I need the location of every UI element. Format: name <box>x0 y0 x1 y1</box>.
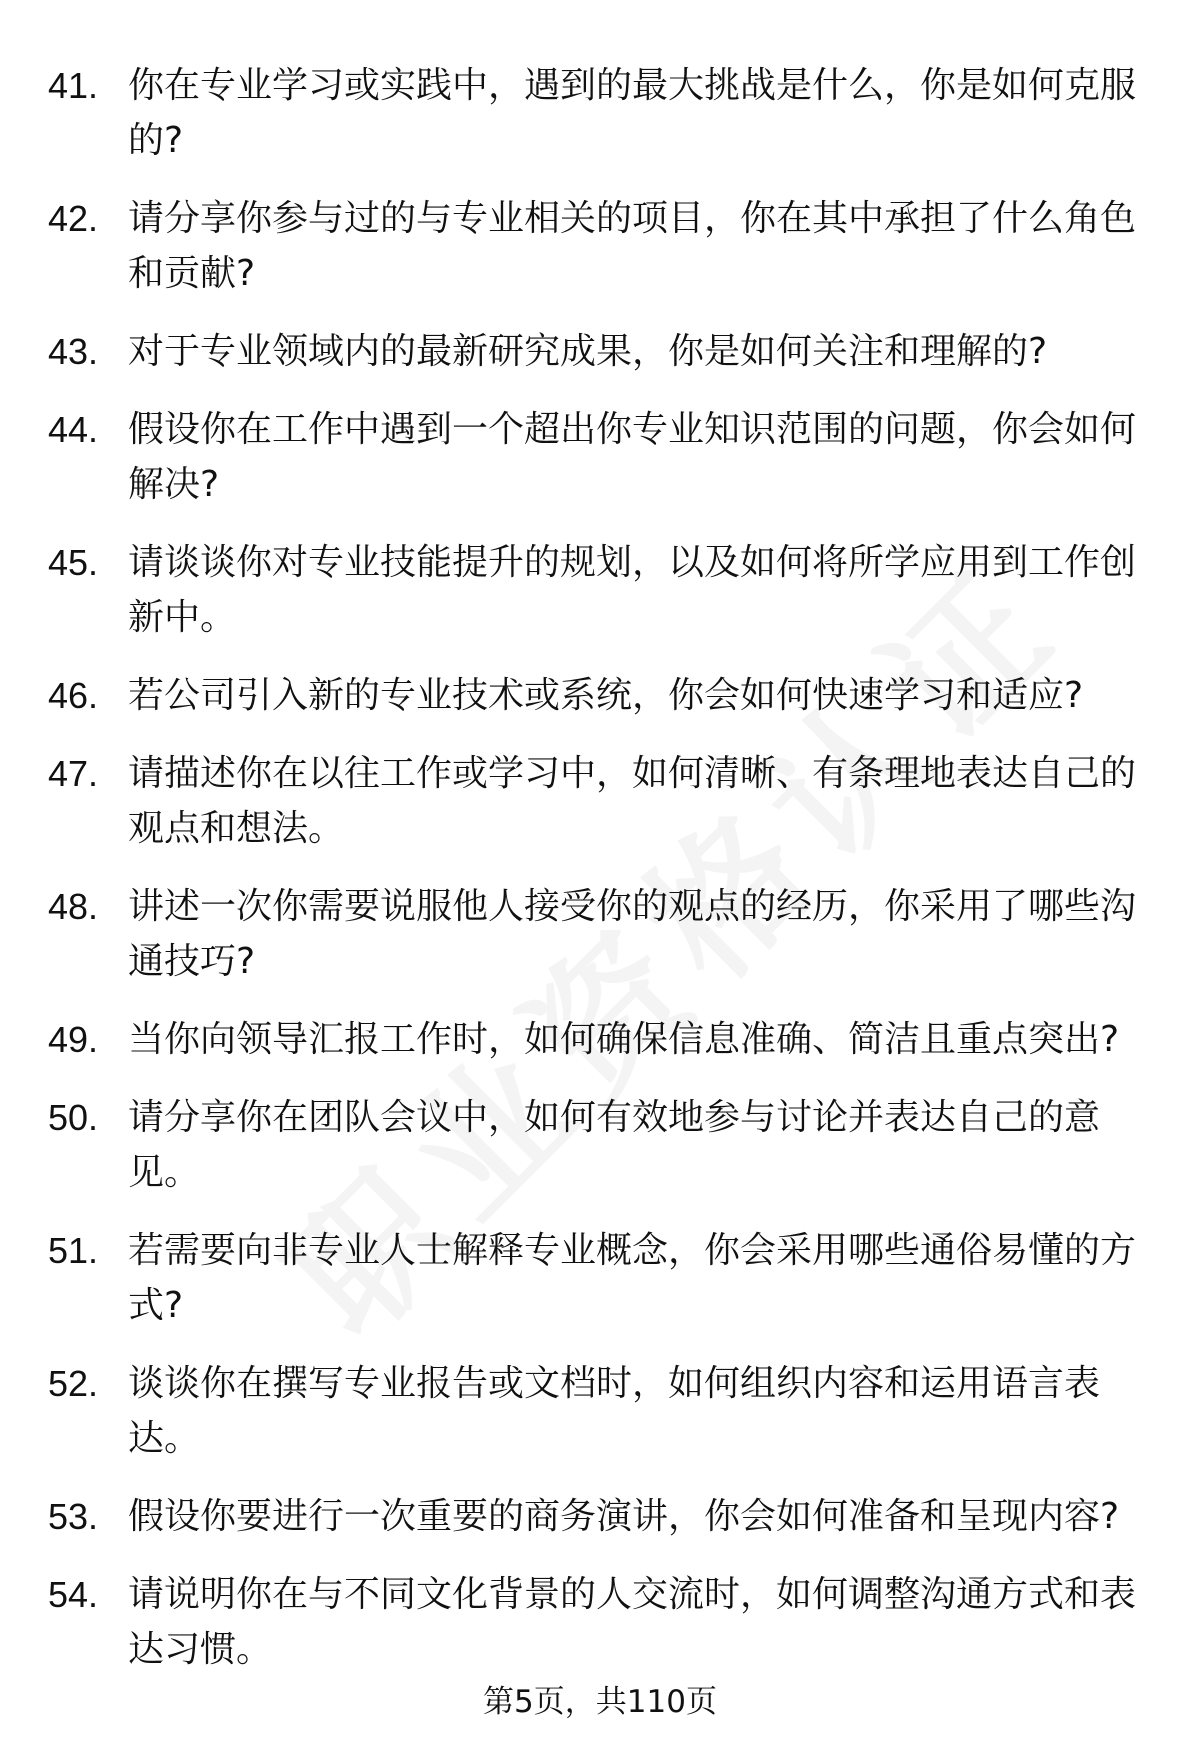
question-text: 若需要向非专业人士解释专业概念，你会采用哪些通俗易懂的方式? <box>128 1230 1137 1326</box>
question-item <box>48 535 1138 645</box>
question-number: 42. <box>48 198 99 239</box>
question-number: 46. <box>48 675 99 716</box>
question-text: 当你向领导汇报工作时，如何确保信息准确、简洁且重点突出? <box>128 1019 1120 1060</box>
question-item <box>48 1567 1138 1677</box>
question-item <box>48 324 1138 379</box>
question-item <box>48 668 1138 723</box>
question-item <box>48 1489 1138 1544</box>
question-number: 52. <box>48 1363 99 1404</box>
question-text: 请描述你在以往工作或学习中，如何清晰、有条理地表达自己的观点和想法。 <box>128 753 1137 849</box>
question-number: 43. <box>48 331 99 372</box>
question-text: 请分享你参与过的与专业相关的项目，你在其中承担了什么角色和贡献? <box>128 198 1137 294</box>
question-item <box>48 746 1138 856</box>
question-number: 41. <box>48 65 99 106</box>
question-text: 谈谈你在撰写专业报告或文档时，如何组织内容和运用语言表达。 <box>128 1363 1101 1459</box>
question-item <box>48 191 1138 301</box>
question-number: 45. <box>48 542 99 583</box>
question-text: 假设你在工作中遇到一个超出你专业知识范围的问题，你会如何解决? <box>128 409 1137 505</box>
question-text: 你在专业学习或实践中，遇到的最大挑战是什么，你是如何克服的? <box>128 65 1137 161</box>
question-item <box>48 1090 1138 1200</box>
question-text: 对于专业领域内的最新研究成果，你是如何关注和理解的? <box>128 331 1048 372</box>
question-number: 47. <box>48 753 99 794</box>
question-item <box>48 1223 1138 1333</box>
question-number: 49. <box>48 1019 99 1060</box>
question-number: 54. <box>48 1574 99 1615</box>
question-text: 请分享你在团队会议中，如何有效地参与讨论并表达自己的意见。 <box>128 1097 1101 1193</box>
question-number: 50. <box>48 1097 99 1138</box>
page-footer: 第5页，共110页 <box>483 1684 717 1720</box>
question-text: 请谈谈你对专业技能提升的规划，以及如何将所学应用到工作创新中。 <box>128 542 1137 638</box>
question-number: 44. <box>48 409 99 450</box>
question-number: 48. <box>48 886 99 927</box>
question-item <box>48 1356 1138 1466</box>
question-text: 请说明你在与不同文化背景的人交流时，如何调整沟通方式和表达习惯。 <box>128 1574 1137 1670</box>
question-item <box>48 402 1138 512</box>
question-text: 若公司引入新的专业技术或系统，你会如何快速学习和适应? <box>128 675 1084 716</box>
question-text: 假设你要进行一次重要的商务演讲，你会如何准备和呈现内容? <box>128 1496 1120 1537</box>
question-number: 51. <box>48 1230 99 1271</box>
question-text: 讲述一次你需要说服他人接受你的观点的经历，你采用了哪些沟通技巧? <box>128 886 1137 982</box>
question-list <box>48 58 1138 1700</box>
question-number: 53. <box>48 1496 99 1537</box>
question-item <box>48 1012 1138 1067</box>
question-item <box>48 879 1138 989</box>
question-item <box>48 58 1138 168</box>
